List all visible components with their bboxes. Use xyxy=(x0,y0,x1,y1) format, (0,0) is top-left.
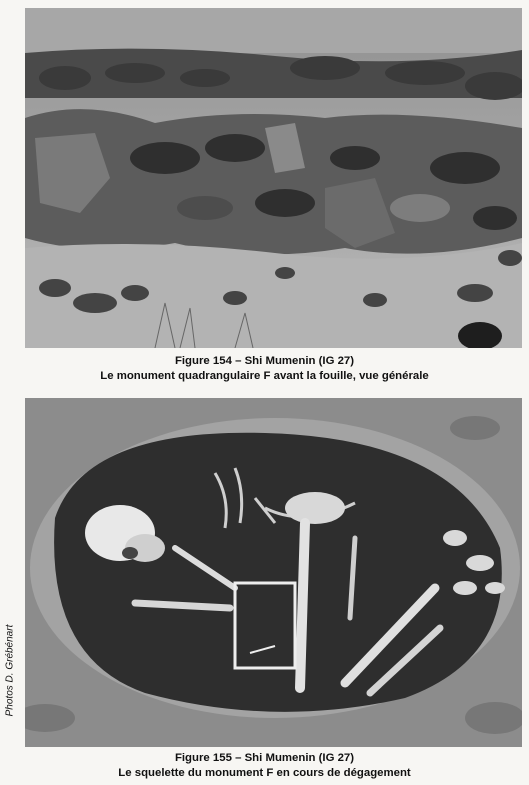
photo-skeleton-excavation xyxy=(25,398,522,747)
figure-155-title: Figure 155 – Shi Mumenin (IG 27) xyxy=(174,752,355,764)
photo-credit: Photos D. Grébénart xyxy=(4,624,16,717)
figure-154-subtitle: Le monument quadrangulaire F avant la fouille, vue générale xyxy=(100,370,429,382)
figure-154-caption xyxy=(0,354,529,384)
figure-154-title: Figure 154 – Shi Mumenin (IG 27) xyxy=(174,355,355,367)
photo-monument-before-excavation xyxy=(25,8,522,348)
figure-155-subtitle: Le squelette du monument F en cours de dégagement xyxy=(118,767,411,779)
monument-photo-graphic xyxy=(25,8,522,348)
figure-155-caption xyxy=(0,751,529,781)
skeleton-photo-graphic xyxy=(25,398,522,747)
